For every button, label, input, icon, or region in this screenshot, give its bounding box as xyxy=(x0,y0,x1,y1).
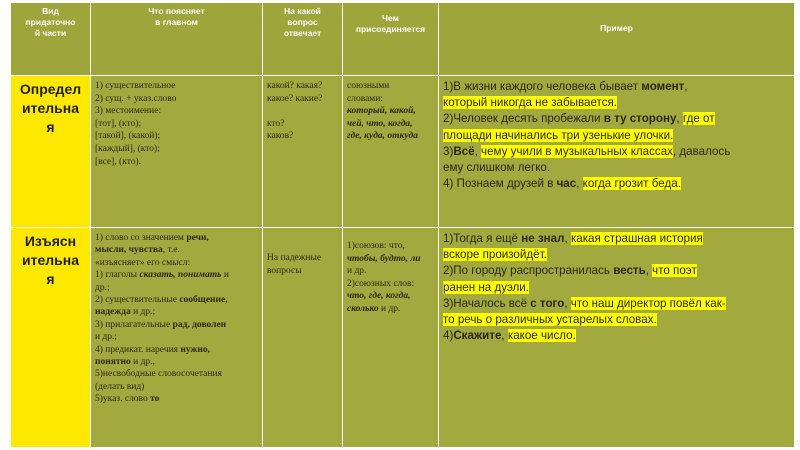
header-clause-type: Вид придаточно й части xyxy=(11,3,91,76)
example-1: 1)Тогда я ещё не знал, какая страшная история xyxy=(443,232,703,245)
header-explains: Что поясняет в главном xyxy=(91,3,263,76)
row-attributive xyxy=(11,76,795,228)
example-2: 2)По городу распространилась весть, что поэт xyxy=(443,264,697,278)
example-3: 3)Началось всё с того, что наш директор повёл как- xyxy=(443,296,726,310)
explains-explanatory: 1) слово со значением речи, мысли, чувства, т.е. «изъясняет» его смысл: 1) глаголы сказать, понимать и др.; 2) существительные сообщение, надежда и др.; 3) прилагательные рад, доволен и др.; 4) предикат. наречия нужно, понятно и др., 5)несвободные словосочетания (делать вид) 5)указ. слово то xyxy=(91,228,263,448)
connectors-attributive: союзными словами: который, какой, чей, что, когда, где, куда, откуда xyxy=(343,76,439,228)
questions-explanatory: На падежные вопросы xyxy=(263,228,343,448)
explains-attributive: 1) существительное 2) сущ. + указ.слово 3) местоимение: [тот], (кто); [такой], (какой); [каждый], (кто); [все], (кто). xyxy=(91,76,263,228)
header-row xyxy=(11,3,795,76)
header-question: На какой вопрос отвечает xyxy=(263,3,343,76)
type-explanatory: Изъясн ительна я xyxy=(11,228,91,448)
examples-attributive: 1)В жизни каждого человека бывает момент, который никогда не забывается. 2)Человек десять пробежали в ту сторону, где от площади начинались три узенькие улочки. 3)Всё, чему учили в музыкальных классах, давалось ему слишком легко. 4) Познаем друзей в час, когда грозит беда. xyxy=(439,76,795,228)
header-example: Пример xyxy=(439,3,795,76)
connectors-explanatory: 1)союзов: что, чтобы, будто, ли и др. 2)союзных слов: что, где, когда, сколько и др. xyxy=(343,228,439,448)
type-attributive: Определ ительна я xyxy=(11,76,91,228)
example-4: 4)Скажите, какое число. xyxy=(443,329,576,343)
header-connector: Чем присоединяется xyxy=(343,3,439,76)
examples-explanatory: 1)Тогда я ещё не знал, какая страшная история вскоре произойдёт. 2)По городу распространилась весть, что поэт ранен на дуэли. 3)Началось всё с того, что наш директор повёл как- то речь о различных устарелых словах. 4)Скажите, какое число. xyxy=(439,228,795,448)
example-2: 2)Человек десять пробежали в ту сторону, где от xyxy=(443,112,715,126)
example-3: 3)Всё, чему учили в музыкальных классах, давалось xyxy=(443,144,731,158)
example-4: 4) Познаем друзей в час, когда грозит беда. xyxy=(443,177,681,191)
subordinate-clauses-table xyxy=(10,2,795,448)
row-explanatory xyxy=(11,228,795,448)
example-1: 1)В жизни каждого человека бывает момент, xyxy=(443,80,688,93)
questions-attributive: какой? какая? какое? какие? кто? каков? xyxy=(263,76,343,228)
